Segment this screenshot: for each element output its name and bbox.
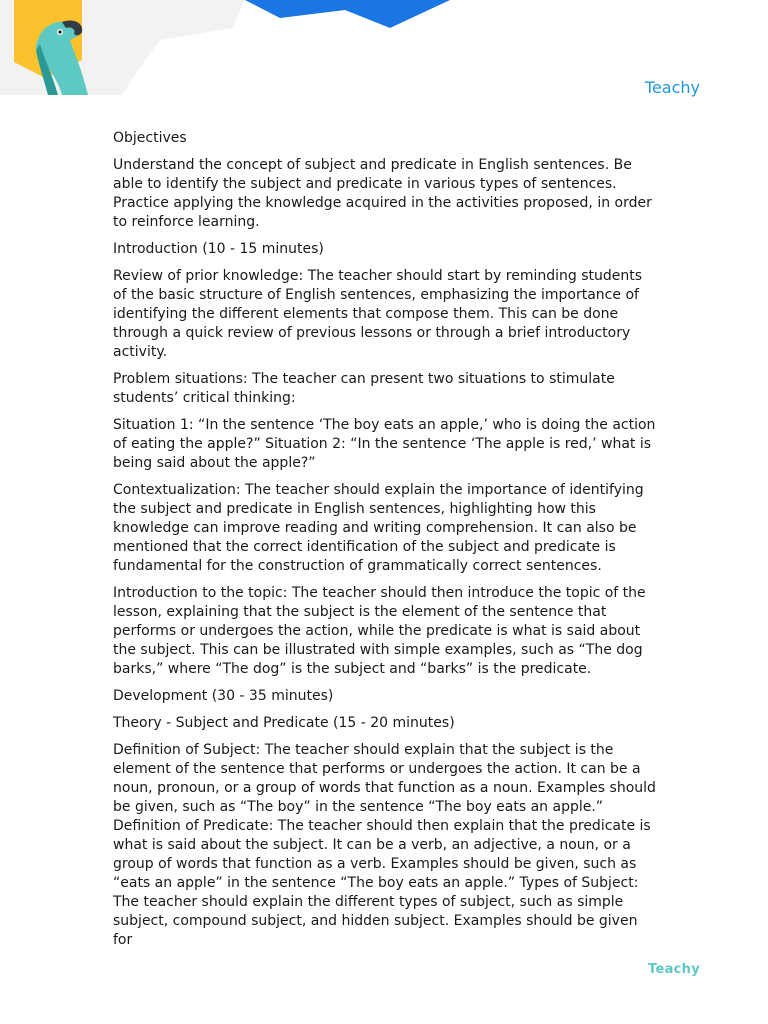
paragraph: Situation 1: “In the sentence ‘The boy eats an apple,’ who is doing the action of eating the apple?” Situation 2: “In the sentence ‘The apple is red,’ what is being said about the apple?” bbox=[113, 417, 656, 471]
section-heading: Objectives bbox=[113, 130, 187, 146]
paragraph: Definition of Subject: The teacher should explain that the subject is the element of the sentence that performs or undergoes the action. It can be a noun, pronoun, or a group of words that function as a noun. Examples should be given, such as “The boy” in the sentence “The boy eats an apple.” Definition of Predicate: The teacher should then explain that the predicate is what is said about the subject. It can be a verb, an adjective, a noun, or a group of words that function as a verb. Examples should be given, such as “eats an apple” in the sentence “The boy eats an apple.” Types of Subject: The teacher should explain the different types of subject, such as simple subject, compound subject, and hidden subject. Examples should be given for bbox=[113, 742, 656, 948]
brand-name[interactable]: Teachy bbox=[644, 78, 700, 97]
section-heading: Theory - Subject and Predicate (15 - 20 minutes) bbox=[113, 715, 455, 731]
paragraph: Understand the concept of subject and predicate in English sentences. Be able to identify the subject and predicate in various types of sentences. Practice applying the knowledge acquired in the activities proposed, in order to reinforce learning. bbox=[113, 157, 652, 230]
section-heading: Development (30 - 35 minutes) bbox=[113, 688, 334, 704]
paragraph: Problem situations: The teacher can present two situations to stimulate students’ critical thinking: bbox=[113, 371, 615, 406]
paragraph: Review of prior knowledge: The teacher should start by reminding students of the basic structure of English sentences, emphasizing the importance of identifying the different elements that compose them. This can be done through a quick review of previous lessons or through a brief introductory activity. bbox=[113, 268, 643, 360]
section-heading: Introduction (10 - 15 minutes) bbox=[113, 241, 324, 257]
paragraph: Contextualization: The teacher should explain the importance of identifying the subject and predicate in English sentences, highlighting how this knowledge can improve reading and writing comprehension. It can also be mentioned that the correct identification of the subject and predicate is fundamental for the construction of grammatically correct sentences. bbox=[113, 482, 644, 574]
footer-brand: Teachy bbox=[648, 962, 700, 977]
lesson-content bbox=[113, 129, 658, 958]
paragraph: Introduction to the topic: The teacher should then introduce the topic of the lesson, explaining that the subject is the element of the sentence that performs or undergoes the action, while the predicate is what is said about the subject. This can be illustrated with simple examples, such as “The dog barks,” where “The dog” is the subject and “barks” is the predicate. bbox=[113, 585, 646, 677]
